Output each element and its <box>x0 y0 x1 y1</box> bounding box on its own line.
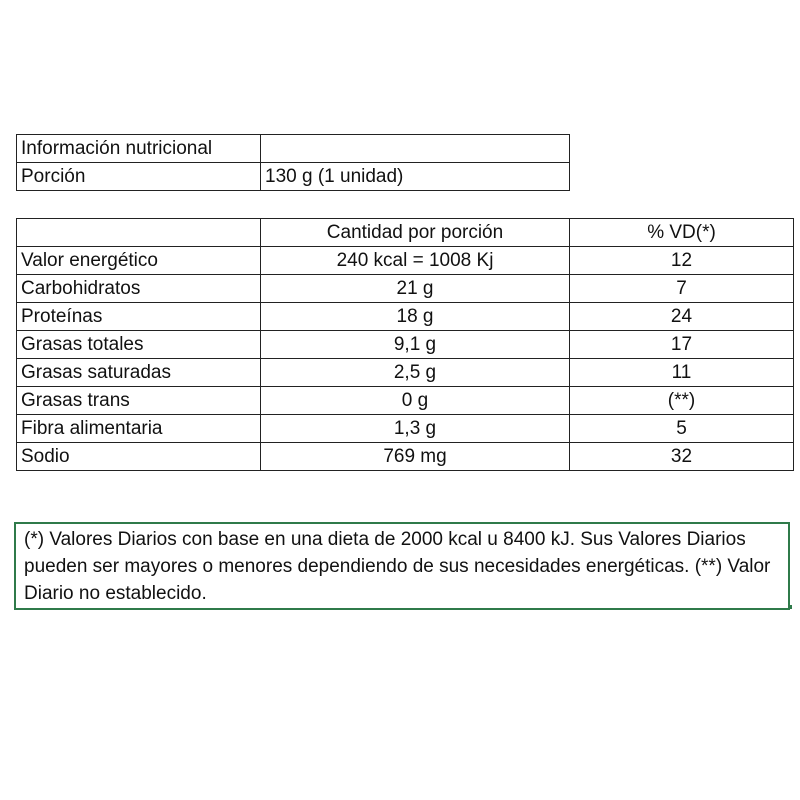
table-row <box>17 247 794 275</box>
nutrient-amount: 9,1 g <box>261 331 570 359</box>
nutrient-vd: 7 <box>570 275 794 303</box>
nutrient-amount: 2,5 g <box>261 359 570 387</box>
table-row <box>17 387 794 415</box>
header-title-value <box>261 135 570 163</box>
nutrient-amount: 18 g <box>261 303 570 331</box>
nutrient-name: Fibra alimentaria <box>17 415 261 443</box>
nutrient-vd: 24 <box>570 303 794 331</box>
table-row <box>17 303 794 331</box>
nutrient-vd: (**) <box>570 387 794 415</box>
table-row <box>17 331 794 359</box>
table-row <box>17 359 794 387</box>
nutrient-amount: 769 mg <box>261 443 570 471</box>
nutrient-amount: 21 g <box>261 275 570 303</box>
nutrient-name: Valor energético <box>17 247 261 275</box>
nutrient-vd: 5 <box>570 415 794 443</box>
nutrient-name: Carbohidratos <box>17 275 261 303</box>
header-portion-row <box>17 163 570 191</box>
nutrient-name: Grasas trans <box>17 387 261 415</box>
nutrient-name: Grasas saturadas <box>17 359 261 387</box>
table-header-row <box>17 219 794 247</box>
table-row <box>17 415 794 443</box>
nutrition-header-table <box>16 134 570 191</box>
nutrient-vd: 12 <box>570 247 794 275</box>
nutrition-facts-table <box>16 218 794 471</box>
column-header-vd: % VD(*) <box>570 219 794 247</box>
nutrient-amount: 1,3 g <box>261 415 570 443</box>
nutrient-amount: 0 g <box>261 387 570 415</box>
portion-value: 130 g (1 unidad) <box>261 163 570 191</box>
column-header-nutrient <box>17 219 261 247</box>
header-title-row <box>17 135 570 163</box>
nutrient-amount: 240 kcal = 1008 Kj <box>261 247 570 275</box>
nutrient-vd: 11 <box>570 359 794 387</box>
selection-handle[interactable] <box>788 605 792 609</box>
footnote-box[interactable] <box>14 522 790 610</box>
footnote-text: (*) Valores Diarios con base en una dieta de 2000 kcal u 8400 kJ. Sus Valores Diarios pueden ser mayores o menores dependiendo de sus necesidades energéticas. (**) Valor Diario no establecido. <box>24 529 771 604</box>
nutrient-name: Proteínas <box>17 303 261 331</box>
column-header-amount: Cantidad por porción <box>261 219 570 247</box>
table-row <box>17 275 794 303</box>
header-title: Información nutricional <box>17 135 261 163</box>
portion-label: Porción <box>17 163 261 191</box>
table-row <box>17 443 794 471</box>
nutrient-vd: 32 <box>570 443 794 471</box>
nutrient-name: Grasas totales <box>17 331 261 359</box>
nutrient-name: Sodio <box>17 443 261 471</box>
nutrient-vd: 17 <box>570 331 794 359</box>
